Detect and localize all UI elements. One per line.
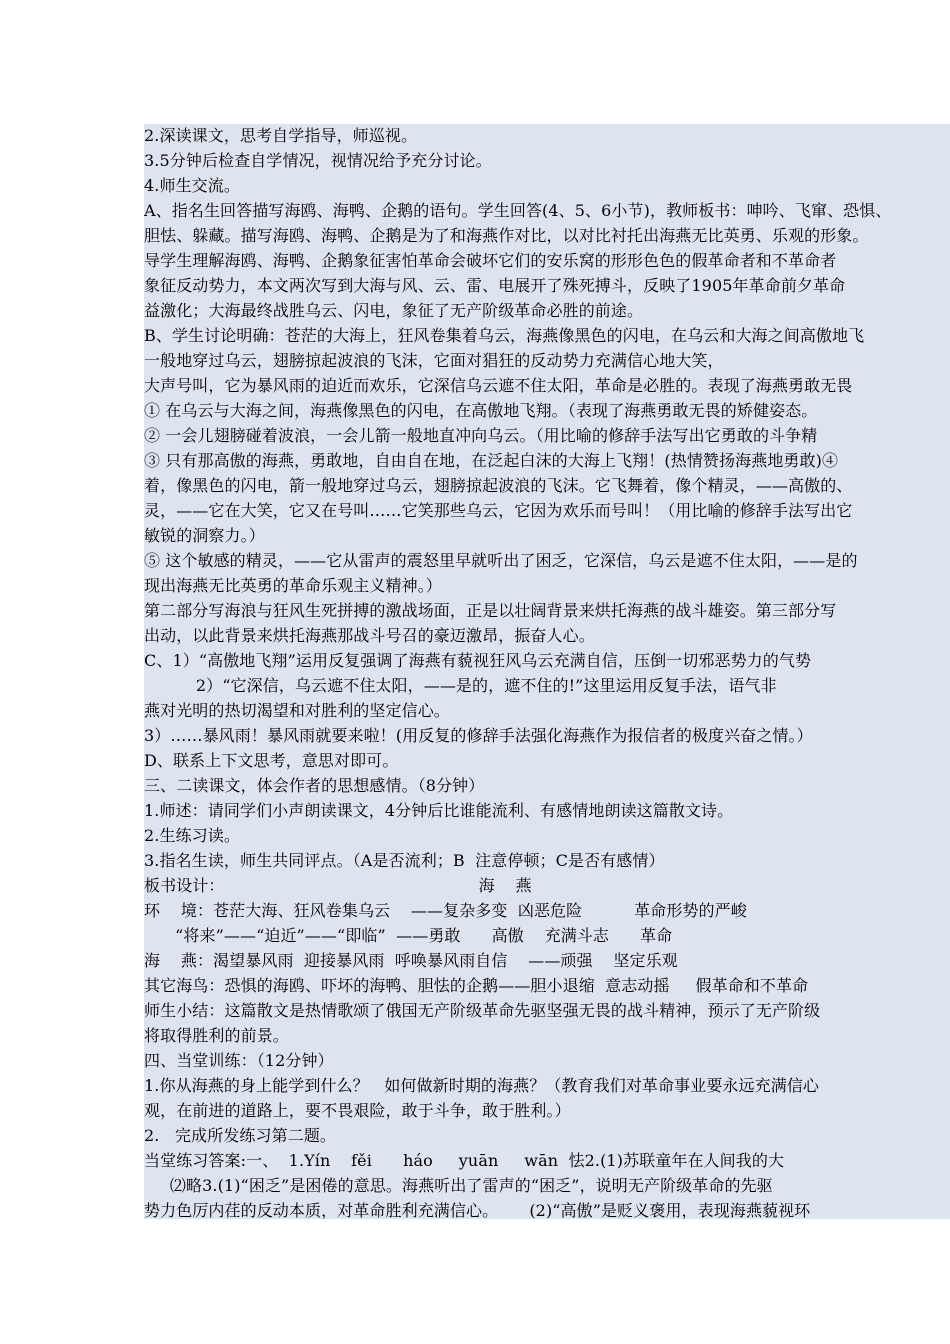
text-line: 2）“它深信，乌云遮不住太阳，——是的，遮不住的!”这里运用反复手法，语气非 bbox=[144, 676, 777, 695]
text-line: 观，在前进的道路上，要不畏艰险，敢于斗争，敢于胜利。） bbox=[144, 1101, 571, 1120]
text-line: 象征反动势力，本文两次写到大海与风、云、雷、电展开了殊死搏斗，反映了1905年革命前夕革命 bbox=[144, 276, 846, 295]
text-line: 着，像黑色的闪电，箭一般地穿过乌云，翅膀掠起波浪的飞沫。它飞舞着，像个精灵，——高傲的、 bbox=[144, 476, 853, 495]
answer-line: ⑵略3.(1)“困乏”是困倦的意思。海燕听出了雷声的“困乏”，说明无产阶级革命的先驱 bbox=[144, 1176, 773, 1195]
text-line: 敏锐的洞察力。） bbox=[144, 526, 265, 545]
text-line: 1.师述：请同学们小声朗读课文，4分钟后比谁能流利、有感情地朗读这篇散文诗。 bbox=[144, 801, 734, 820]
text-line: 燕对光明的热切渴望和对胜利的坚定信心。 bbox=[144, 701, 450, 720]
text-line: A、指名生回答描写海鸥、海鸭、企鹅的语句。学生回答(4、5、6小节)，教师板书：呻吟、飞窜、恐惧、 bbox=[144, 201, 892, 220]
text-line: ② 一会儿翅膀碰着波浪，一会儿箭一般地直冲向乌云。（用比喻的修辞手法写出它勇敢的斗争精 bbox=[144, 426, 818, 445]
answer-line: 当堂练习答案:一、 1.Yín fěi háo yuān wān 怯2.(1)苏联童年在人间我的大 bbox=[144, 1151, 785, 1170]
text-line: 3.5分钟后检查自学情况，视情况给予充分讨论。 bbox=[144, 151, 492, 170]
text-line: 胆怯、躲藏。描写海鸥、海鸭、企鹅是为了和海燕作对比，以对比衬托出海燕无比英勇、乐观的形象。 bbox=[144, 226, 869, 245]
board-design-row: 其它海鸟：恐惧的海鸥、吓坏的海鸭、胆怯的企鹅——胆小退缩 意志动摇 假革命和不革命 bbox=[144, 976, 809, 995]
board-design-title: 板书设计： 海 燕 bbox=[144, 876, 532, 895]
text-line: C、1）“高傲地飞翔”运用反复强调了海燕有藐视狂风乌云充满自信，压倒一切邪恶势力的气势 bbox=[144, 651, 812, 670]
text-line: 2.生练习读。 bbox=[144, 826, 240, 845]
text-line: 3.指名生读，师生共同评点。（A是否流利；B 注意停顿；C是否有感情） bbox=[144, 851, 665, 870]
text-line: 益激化；大海最终战胜乌云、闪电，象征了无产阶级革命必胜的前途。 bbox=[144, 301, 644, 320]
text-line: 出动，以此背景来烘托海燕那战斗号召的豪迈激昂，振奋人心。 bbox=[144, 626, 595, 645]
text-line: 2. 完成所发练习第二题。 bbox=[144, 1126, 337, 1145]
text-line: 灵，——它在大笑，它又在号叫……它笑那些乌云，它因为欢乐而号叫！（用比喻的修辞手法写出它 bbox=[144, 501, 853, 520]
section-heading: 三、二读课文，体会作者的思想感情。（8分钟） bbox=[144, 776, 485, 795]
text-line: 大声号叫，它为暴风雨的迫近而欢乐，它深信乌云遮不住太阳，革命是必胜的。表现了海燕勇敢无畏 bbox=[144, 376, 853, 395]
text-line: 将取得胜利的前景。 bbox=[144, 1026, 289, 1045]
document-body bbox=[144, 124, 950, 1219]
text-line: 3）……暴风雨！暴风雨就要来啦！(用反复的修辞手法强化海燕作为报信者的极度兴奋之情。） bbox=[144, 726, 813, 745]
text-line: D、联系上下文思考，意思对即可。 bbox=[144, 751, 399, 770]
text-line: 导学生理解海鸥、海鸭、企鹅象征害怕革命会破坏它们的安乐窝的形形色色的假革命者和不革命者 bbox=[144, 251, 837, 270]
text-line: ⑤ 这个敏感的精灵，——它从雷声的震怒里早就听出了困乏，它深信，乌云是遮不住太阳，——是的 bbox=[144, 551, 858, 570]
text-line: B、学生讨论明确：苍茫的大海上，狂风卷集着乌云，海燕像黑色的闪电，在乌云和大海之间高傲地飞 bbox=[144, 326, 865, 345]
text-line: 4.师生交流。 bbox=[144, 176, 240, 195]
text-line: 一般地穿过乌云，翅膀掠起波浪的飞沫，它面对猖狂的反动势力充满信心地大笑， bbox=[144, 351, 724, 370]
text-line: 2.深读课文，思考自学指导，师巡视。 bbox=[144, 126, 418, 145]
text-line: 师生小结：这篇散文是热情歌颂了俄国无产阶级革命先驱坚强无畏的战斗精神，预示了无产阶级 bbox=[144, 1001, 821, 1020]
answer-line: 势力色厉内荏的反动本质，对革命胜利充满信心。 (2)“高傲”是贬义褒用，表现海燕藐视环 bbox=[144, 1201, 811, 1219]
section-heading: 四、当堂训练：（12分钟） bbox=[144, 1051, 334, 1070]
text-line: ③ 只有那高傲的海燕，勇敢地，自由自在地，在泛起白沫的大海上飞翔！(热情赞扬海燕地勇敢)④ bbox=[144, 451, 839, 470]
board-design-row: 环 境：苍茫大海、狂风卷集乌云 ——复杂多变 凶恶危险 革命形势的严峻 bbox=[144, 901, 747, 920]
text-line: 第二部分写海浪与狂风生死拼搏的激战场面，正是以壮阔背景来烘托海燕的战斗雄姿。第三部分写 bbox=[144, 601, 837, 620]
text-line: ① 在乌云与大海之间，海燕像黑色的闪电，在高傲地飞翔。（表现了海燕勇敢无畏的矫健姿态。 bbox=[144, 401, 818, 420]
text-line: 1.你从海燕的身上能学到什么？ 如何做新时期的海燕？（教育我们对革命事业要永远充满信心 bbox=[144, 1076, 820, 1095]
board-design-row: 海 燕：渴望暴风雨 迎接暴风雨 呼唤暴风雨自信 ——顽强 坚定乐观 bbox=[144, 951, 678, 970]
board-design-row: “将来”——“迫近”——“即临” ——勇敢 高傲 充满斗志 革命 bbox=[144, 926, 673, 945]
text-line: 现出海燕无比英勇的革命乐观主义精神。） bbox=[144, 576, 442, 595]
